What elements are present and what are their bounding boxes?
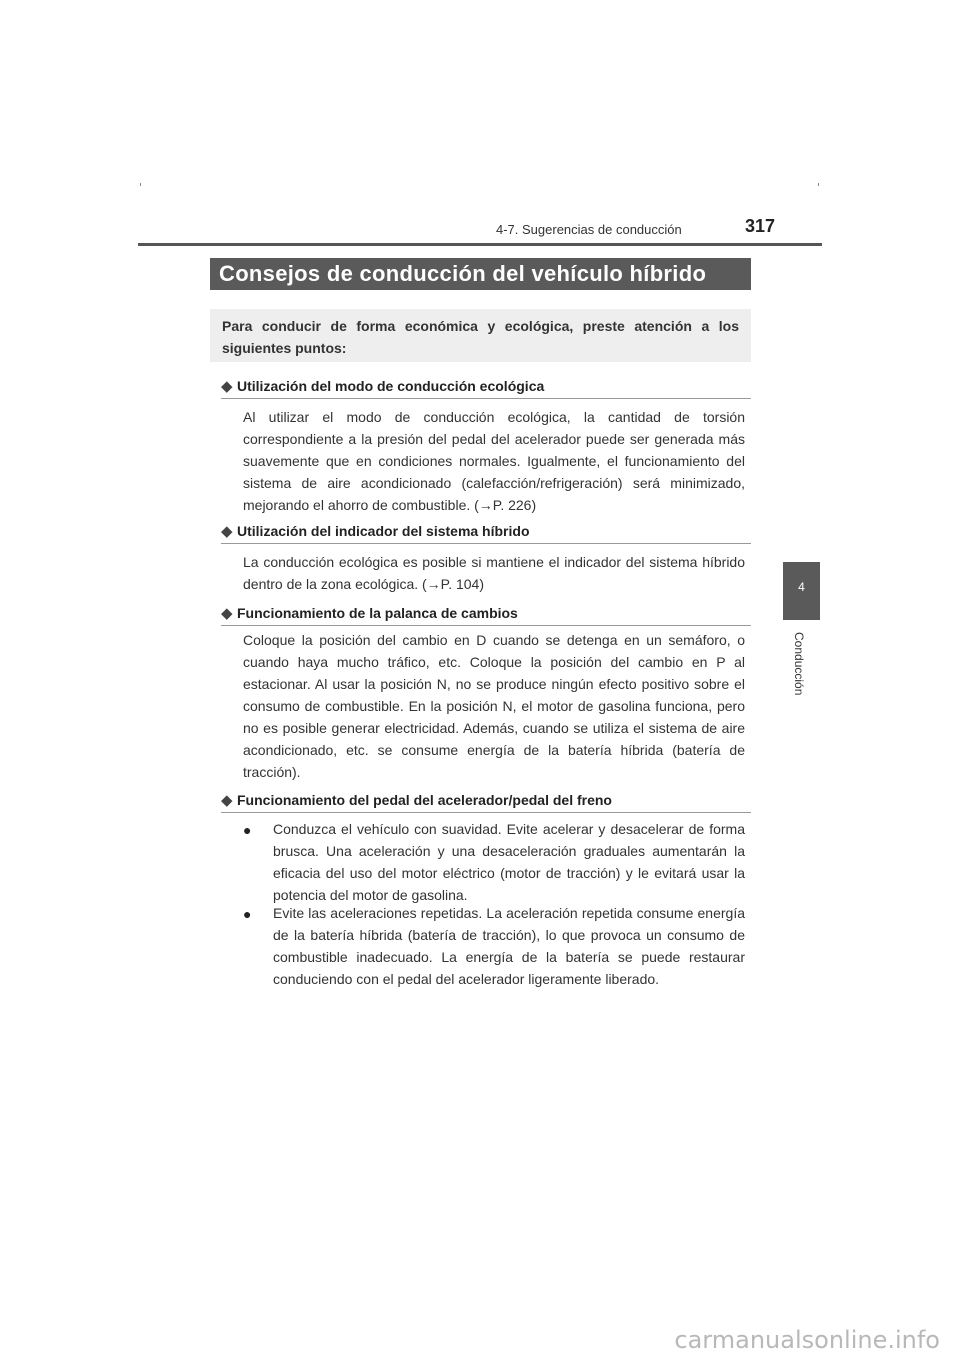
- section-heading-text: Utilización del indicador del sistema híbrido: [237, 523, 530, 539]
- bullet-icon: ●: [243, 906, 252, 922]
- list-item-text: Conduzca el vehículo con suavidad. Evite acelerar y desacelerar de forma brusca. Una aceleración y una desaceleración graduales aumentarán la eficacia del uso del motor eléctrico (motor de tracción) y le evitará usar la potencia del motor de gasolina.: [273, 821, 745, 903]
- section-heading-shift-lever: [221, 603, 751, 626]
- diamond-icon: ◆: [221, 792, 233, 809]
- chapter-number: 4: [798, 580, 805, 594]
- diamond-icon: ◆: [221, 523, 233, 540]
- diamond-icon: ◆: [221, 378, 233, 395]
- diamond-icon: ◆: [221, 605, 233, 622]
- section-heading-text: Funcionamiento de la palanca de cambios: [237, 605, 518, 621]
- watermark: carmanualsonline.info: [674, 1326, 940, 1354]
- intro-box: Para conducir de forma económica y ecológica, preste atención a los siguientes puntos:: [210, 309, 751, 362]
- list-item-text: Evite las aceleraciones repetidas. La aceleración repetida consume energía de la batería híbrida (batería de tracción), lo que provoca un consumo de combustible inadecuado. La energía de la batería se puede restaurar conduciendo con el pedal del acelerador ligeramente liberado.: [273, 905, 745, 987]
- section-paragraph: Coloque la posición del cambio en D cuando se detenga en un semáforo, o cuando haya mucho tráfico, etc. Coloque la posición del cambio en P al estacionar. Al usar la posición N, no se produce ningún efecto positivo sobre el consumo de combustible. En la posición N, el motor de gasolina funciona, pero no es posible generar electricidad. Además, cuando se utiliza el sistema de aire acondicionado, etc. se consume energía de la batería híbrida (batería de tracción).: [243, 632, 745, 780]
- section-heading-text: Utilización del modo de conducción ecológica: [237, 378, 545, 394]
- chapter-label: Conducción: [792, 632, 806, 696]
- crop-mark-right: [818, 183, 819, 186]
- section-heading-pedals: [221, 790, 751, 813]
- section-heading-eco-mode: [221, 376, 751, 399]
- section-paragraph: La conducción ecológica es posible si mantiene el indicador del sistema híbrido dentro de la zona ecológica. (→P. 104): [243, 554, 745, 592]
- crop-mark-left: [140, 183, 141, 186]
- section-heading-text: Funcionamiento del pedal del acelerador/pedal del freno: [237, 792, 612, 808]
- bullet-icon: ●: [243, 822, 252, 838]
- page-title: Consejos de conducción del vehículo híbrido: [210, 258, 751, 290]
- section-heading-hybrid-indicator: [221, 521, 751, 544]
- list-item: [243, 902, 745, 990]
- header-section-title: 4-7. Sugerencias de conducción: [496, 222, 682, 237]
- page-number: 317: [745, 216, 776, 236]
- chapter-tab[interactable]: [783, 562, 820, 620]
- header-divider: [138, 243, 822, 246]
- section-paragraph: Al utilizar el modo de conducción ecológica, la cantidad de torsión correspondiente a la presión del pedal del acelerador puede ser generada más suavemente que en condiciones normales. Igualmente, el funcionamiento del sistema de aire acondicionado (calefacción/refrigeración) será minimizado, mejorando el ahorro de combustible. (→P. 226): [243, 409, 745, 513]
- list-item: [243, 818, 745, 906]
